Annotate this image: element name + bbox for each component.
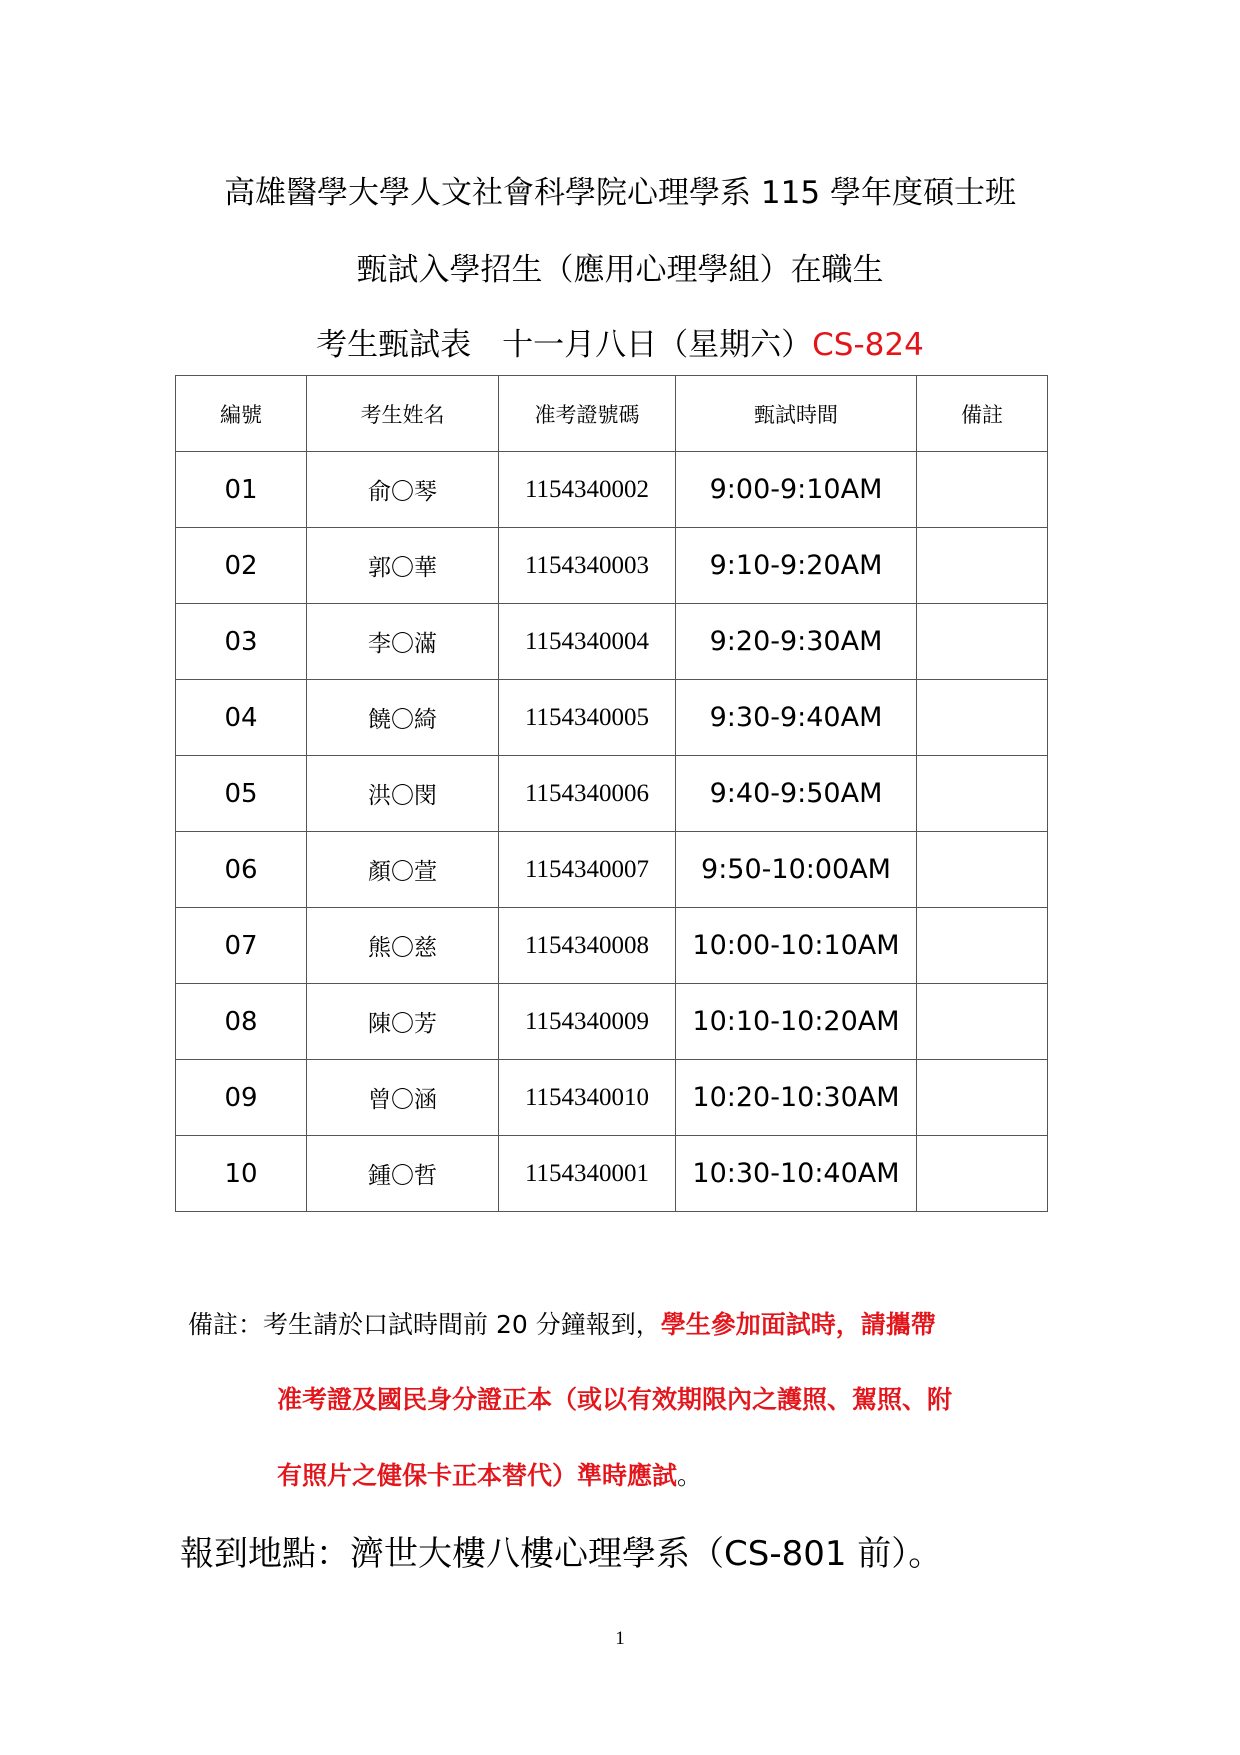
notes-end: 。 — [677, 1461, 703, 1490]
cell-admission-id: 1154340009 — [499, 984, 676, 1060]
cell-name: 饒〇綺 — [307, 680, 499, 756]
cell-admission-id: 1154340005 — [499, 680, 676, 756]
cell-admission-id: 1154340008 — [499, 908, 676, 984]
notes-red-2: 准考證及國民身分證正本（或以有效期限內之護照、駕照、附 — [277, 1385, 953, 1414]
col-header-time: 甄試時間 — [676, 376, 917, 452]
notes-red-1: 學生參加面試時，請攜帶 — [660, 1310, 936, 1339]
cell-remark — [917, 908, 1048, 984]
notes-red-3: 有照片之健保卡正本替代）準時應試 — [277, 1461, 678, 1490]
cell-name: 熊〇慈 — [307, 908, 499, 984]
cell-remark — [917, 680, 1048, 756]
cell-number: 06 — [176, 832, 307, 908]
cell-number: 10 — [176, 1136, 307, 1212]
cell-name: 俞〇琴 — [307, 452, 499, 528]
cell-name: 洪〇閔 — [307, 756, 499, 832]
table-row — [176, 1136, 1048, 1212]
cell-time: 10:20-10:30AM — [676, 1060, 917, 1136]
cell-remark — [917, 528, 1048, 604]
cell-number: 08 — [176, 984, 307, 1060]
cell-number: 05 — [176, 756, 307, 832]
cell-time: 9:40-9:50AM — [676, 756, 917, 832]
interview-schedule-table — [175, 375, 1048, 1212]
cell-number: 07 — [176, 908, 307, 984]
table-row — [176, 908, 1048, 984]
cell-admission-id: 1154340010 — [499, 1060, 676, 1136]
col-header-name: 考生姓名 — [307, 376, 499, 452]
cell-time: 10:00-10:10AM — [676, 908, 917, 984]
notes-line-2 — [277, 1383, 952, 1417]
cell-remark — [917, 984, 1048, 1060]
cell-time: 10:10-10:20AM — [676, 984, 917, 1060]
cell-time: 9:10-9:20AM — [676, 528, 917, 604]
cell-remark — [917, 452, 1048, 528]
cell-admission-id: 1154340003 — [499, 528, 676, 604]
cell-admission-id: 1154340007 — [499, 832, 676, 908]
check-in-location: 報到地點：濟世大樓八樓心理學系（CS-801 前）。 — [180, 1534, 943, 1574]
exam-room: CS-824 — [812, 327, 924, 363]
title-line-3 — [0, 325, 1240, 365]
cell-remark — [917, 1060, 1048, 1136]
table-row — [176, 528, 1048, 604]
cell-time: 10:30-10:40AM — [676, 1136, 917, 1212]
table-row — [176, 1060, 1048, 1136]
cell-number: 04 — [176, 680, 307, 756]
table-row — [176, 984, 1048, 1060]
cell-time: 9:50-10:00AM — [676, 832, 917, 908]
cell-name: 李〇滿 — [307, 604, 499, 680]
title-line-1: 高雄醫學大學人文社會科學院心理學系 115 學年度碩士班 — [224, 175, 1016, 211]
table-row — [176, 832, 1048, 908]
cell-remark — [917, 832, 1048, 908]
table-row — [176, 756, 1048, 832]
page-number: 1 — [615, 1628, 625, 1649]
title-date: 考生甄試表 十一月八日（星期六） — [316, 327, 813, 363]
cell-admission-id: 1154340001 — [499, 1136, 676, 1212]
cell-name: 曾〇涵 — [307, 1060, 499, 1136]
cell-time: 9:20-9:30AM — [676, 604, 917, 680]
table-header-row — [176, 376, 1048, 452]
table-row — [176, 452, 1048, 528]
cell-number: 01 — [176, 452, 307, 528]
table-row — [176, 604, 1048, 680]
notes-line-1 — [188, 1308, 936, 1342]
cell-time: 9:00-9:10AM — [676, 452, 917, 528]
cell-number: 09 — [176, 1060, 307, 1136]
cell-name: 顏〇萱 — [307, 832, 499, 908]
cell-remark — [917, 756, 1048, 832]
col-header-admission-id: 准考證號碼 — [499, 376, 676, 452]
cell-number: 02 — [176, 528, 307, 604]
notes-line-3 — [277, 1459, 702, 1493]
cell-admission-id: 1154340006 — [499, 756, 676, 832]
cell-name: 陳〇芳 — [307, 984, 499, 1060]
col-header-remark: 備註 — [917, 376, 1048, 452]
cell-remark — [917, 1136, 1048, 1212]
cell-name: 鍾〇哲 — [307, 1136, 499, 1212]
col-header-number: 編號 — [176, 376, 307, 452]
cell-remark — [917, 604, 1048, 680]
cell-admission-id: 1154340002 — [499, 452, 676, 528]
cell-time: 9:30-9:40AM — [676, 680, 917, 756]
cell-name: 郭〇華 — [307, 528, 499, 604]
title-line-2: 甄試入學招生（應用心理學組）在職生 — [356, 252, 884, 288]
table-row — [176, 680, 1048, 756]
cell-admission-id: 1154340004 — [499, 604, 676, 680]
notes-prefix: 備註：考生請於口試時間前 20 分鐘報到， — [188, 1310, 661, 1339]
cell-number: 03 — [176, 604, 307, 680]
